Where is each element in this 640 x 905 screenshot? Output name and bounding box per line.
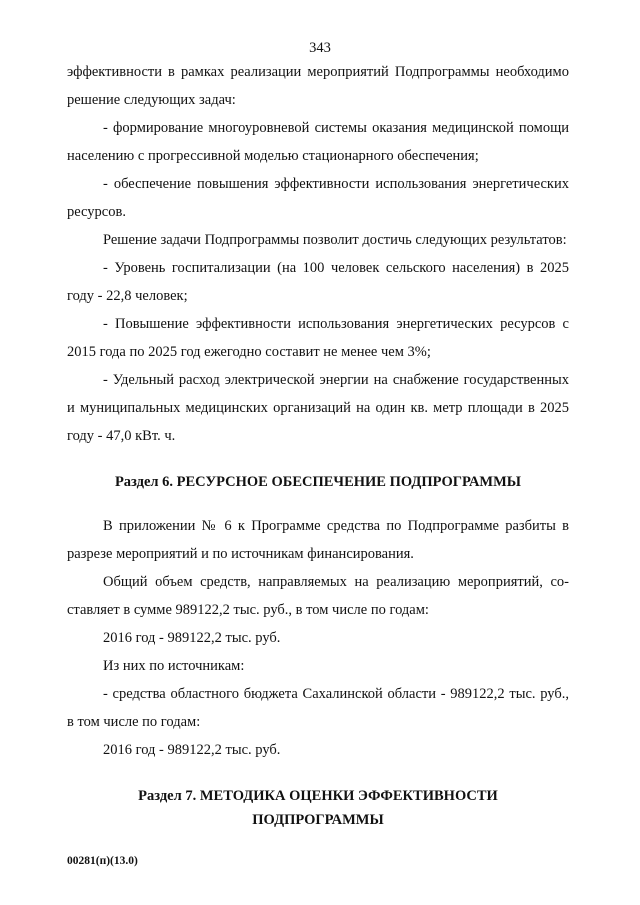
section-7-heading-line-1: Раздел 7. МЕТОДИКА ОЦЕНКИ ЭФФЕКТИВНОСТИ bbox=[138, 788, 498, 804]
paragraph: В приложении № 6 к Программе средства по Подпрограмме разбиты в разрезе мероприятий и по источникам финансирования. bbox=[67, 518, 569, 562]
document-code: 00281(п)(13.0) bbox=[67, 855, 138, 867]
page-number: 343 bbox=[309, 40, 331, 56]
paragraph: - формирование многоуровневой системы оказания медицинской помощи населению с прогрессивной моделью стационарного обеспечения; bbox=[67, 120, 569, 164]
intro-paragraphs bbox=[67, 58, 569, 450]
paragraph: - средства областного бюджета Сахалинской области - 989122,2 тыс. руб., в том числе по годам: bbox=[67, 686, 569, 730]
section-7-heading-line-2: ПОДПРОГРАММЫ bbox=[252, 812, 384, 828]
paragraph: - Удельный расход электрической энергии на снабжение государственных и муниципальных медицинских организаций на один кв. метр площади в 2025 году - 47,0 кВт. ч. bbox=[67, 372, 569, 444]
section-6-heading: Раздел 6. РЕСУРСНОЕ ОБЕСПЕЧЕНИЕ ПОДПРОГРАММЫ bbox=[114, 474, 522, 490]
paragraph: Из них по источникам: bbox=[103, 658, 245, 674]
section-7-heading bbox=[67, 784, 569, 832]
section-6-paragraphs bbox=[67, 512, 569, 764]
paragraph: - Повышение эффективности использования энергетических ресурсов с 2015 года по 2025 год ежегодно составит не менее чем 3%; bbox=[67, 316, 569, 360]
paragraph: 2016 год - 989122,2 тыс. руб. bbox=[103, 742, 281, 758]
paragraph: - обеспечение повышения эффективности использования энергетических ресурсов. bbox=[67, 176, 569, 220]
paragraph: Общий объем средств, направляемых на реализацию мероприятий, составляет в сумме 989122,2 тыс. руб., в том числе по годам: bbox=[67, 574, 569, 618]
paragraph: - Уровень госпитализации (на 100 человек сельского населения) в 2025 году - 22,8 человек; bbox=[67, 260, 569, 304]
paragraph: эффективности в рамках реализации мероприятий Подпрограммы необходимо решение следующих задач: bbox=[67, 64, 569, 108]
document-body bbox=[67, 58, 569, 832]
paragraph: 2016 год - 989122,2 тыс. руб. bbox=[103, 630, 281, 646]
paragraph: Решение задачи Подпрограммы позволит достичь следующих результатов: bbox=[103, 232, 567, 248]
